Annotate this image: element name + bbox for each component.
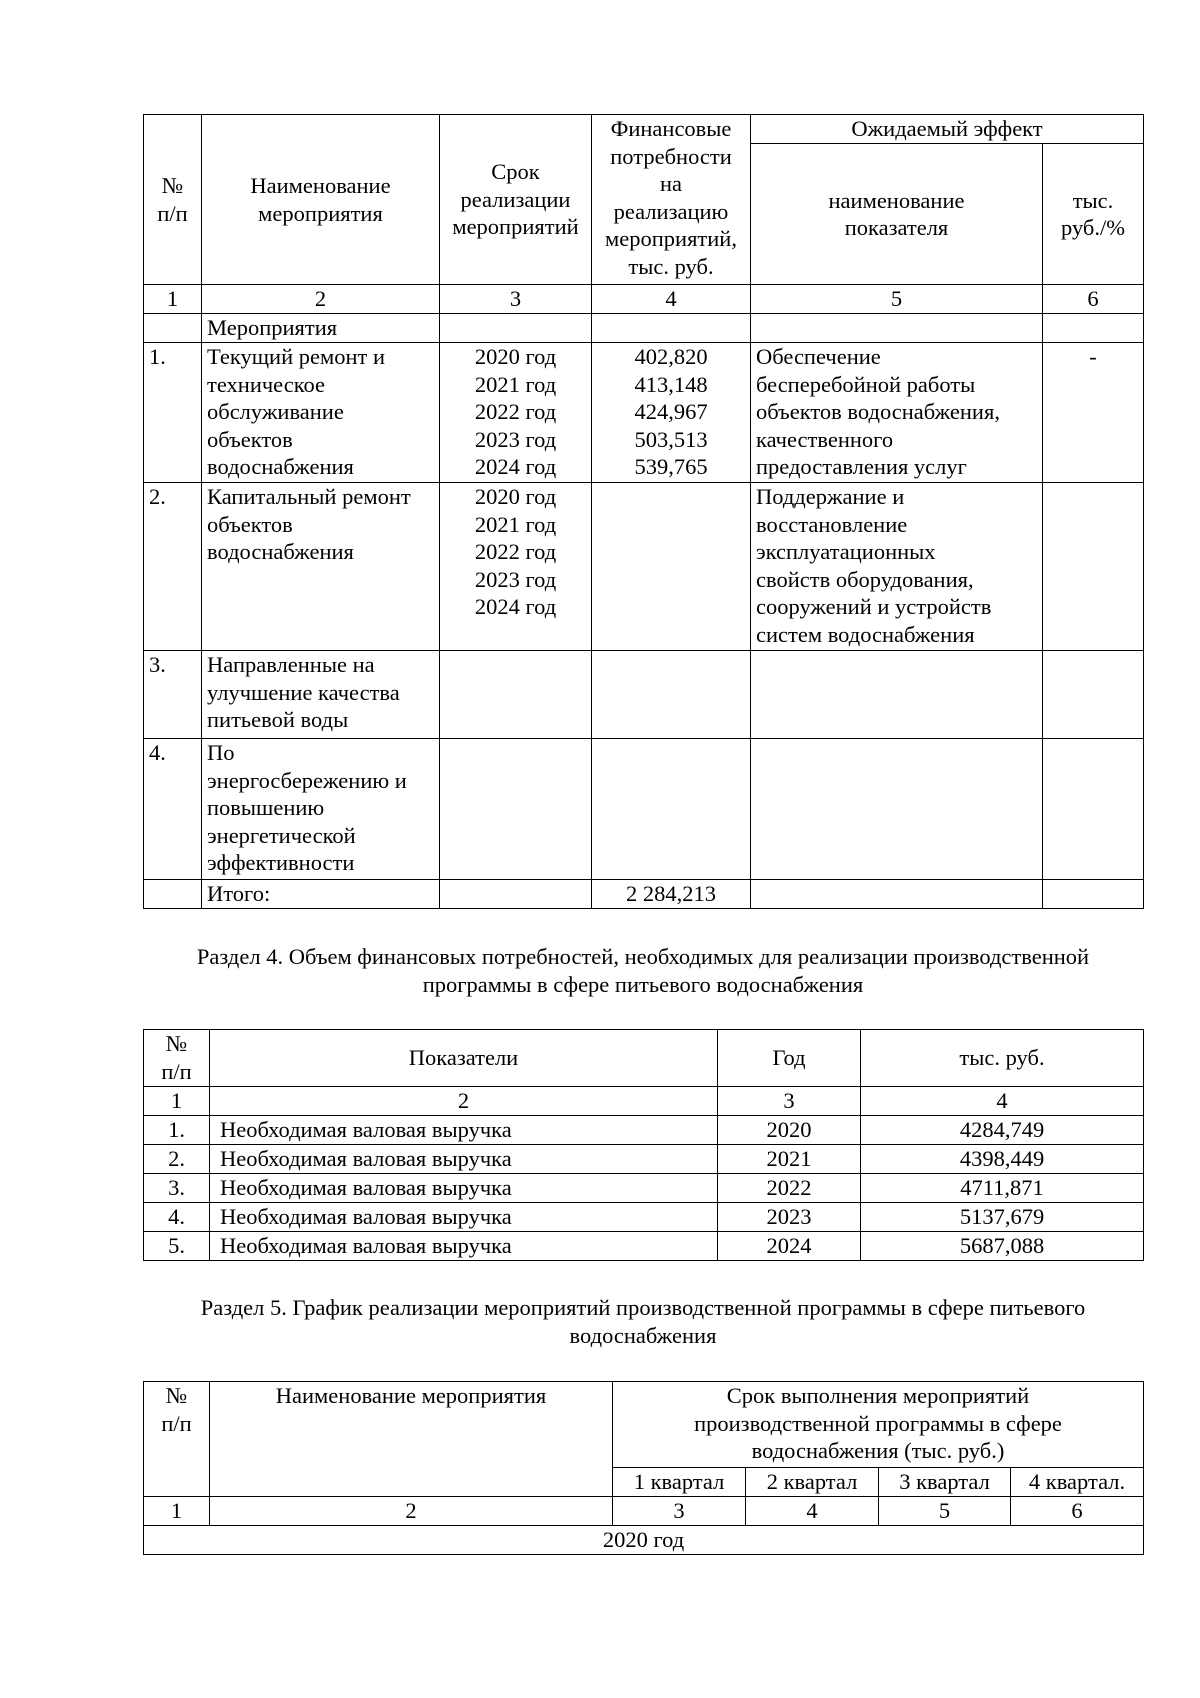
header-expected-effect: Ожидаемый эффект	[751, 115, 1144, 144]
table-row	[144, 1232, 1144, 1261]
activity-years: 2020 год 2021 год 2022 год 2023 год 2024 год	[440, 483, 592, 651]
col-number: 5	[751, 285, 1043, 314]
col-number: 6	[1043, 285, 1144, 314]
activity-name: Капитальный ремонт объектов водоснабжения	[202, 483, 440, 651]
row-amount: 5687,088	[861, 1232, 1144, 1261]
activity-effect	[751, 739, 1043, 880]
col-number: 1	[144, 1497, 210, 1526]
row-year: 2020	[718, 1116, 861, 1145]
row-num: 1.	[144, 1116, 210, 1145]
row-year: 2023	[718, 1203, 861, 1232]
col-number: 4	[592, 285, 751, 314]
header-num: № п/п	[144, 115, 202, 285]
header-quarter-3: 3 квартал	[879, 1468, 1011, 1497]
col-number: 2	[202, 285, 440, 314]
row-num: 4.	[144, 1203, 210, 1232]
header-indicators: Показатели	[210, 1030, 718, 1087]
section-label: Мероприятия	[202, 314, 440, 343]
col-number: 1	[144, 1087, 210, 1116]
header-finance: Финансовые потребности на реализацию мероприятий, тыс. руб.	[592, 115, 751, 285]
row-num: 5.	[144, 1232, 210, 1261]
col-number: 4	[861, 1087, 1144, 1116]
row-year: 2021	[718, 1145, 861, 1174]
table-row	[144, 1116, 1144, 1145]
activity-name: По энергосбережению и повышению энергетической эффективности	[202, 739, 440, 880]
row-num: 4.	[144, 739, 202, 880]
row-amount: 4711,871	[861, 1174, 1144, 1203]
table-row	[144, 1145, 1144, 1174]
indicator-name: Необходимая валовая выручка	[210, 1174, 718, 1203]
row-num: 3.	[144, 1174, 210, 1203]
indicator-name: Необходимая валовая выручка	[210, 1145, 718, 1174]
activity-name: Текущий ремонт и техническое обслуживание объектов водоснабжения	[202, 343, 440, 483]
indicator-name: Необходимая валовая выручка	[210, 1232, 718, 1261]
col-number: 1	[144, 285, 202, 314]
header-schedule: Срок выполнения мероприятий производственной программы в сфере водоснабжения (тыс. руб.)	[613, 1382, 1144, 1468]
header-indicator-name: наименование показателя	[751, 144, 1043, 285]
header-quarter-2: 2 квартал	[746, 1468, 879, 1497]
row-num: 1.	[144, 343, 202, 483]
empty-cell	[751, 314, 1043, 343]
activity-amounts: 402,820 413,148 424,967 503,513 539,765	[592, 343, 751, 483]
row-year: 2022	[718, 1174, 861, 1203]
activity-years	[440, 651, 592, 739]
revenue-table	[143, 1029, 1144, 1261]
total-value: 2 284,213	[592, 880, 751, 909]
table-row	[144, 483, 1144, 651]
table-row	[144, 651, 1144, 739]
activity-years	[440, 739, 592, 880]
empty-cell	[440, 314, 592, 343]
col-number: 4	[746, 1497, 879, 1526]
table-row	[144, 1203, 1144, 1232]
activity-name: Направленные на улучшение качества питьевой воды	[202, 651, 440, 739]
empty-cell	[1043, 314, 1144, 343]
schedule-table	[143, 1381, 1144, 1555]
col-number: 2	[210, 1087, 718, 1116]
activity-unit	[1043, 483, 1144, 651]
activity-amounts	[592, 483, 751, 651]
indicator-name: Необходимая валовая выручка	[210, 1116, 718, 1145]
col-number: 5	[879, 1497, 1011, 1526]
row-amount: 4398,449	[861, 1145, 1144, 1174]
activities-table	[143, 114, 1144, 909]
header-term: Срок реализации мероприятий	[440, 115, 592, 285]
activity-unit	[1043, 651, 1144, 739]
col-number: 3	[440, 285, 592, 314]
activity-years: 2020 год 2021 год 2022 год 2023 год 2024 год	[440, 343, 592, 483]
empty-cell	[1043, 880, 1144, 909]
empty-cell	[751, 880, 1043, 909]
row-num: 2.	[144, 1145, 210, 1174]
activity-unit	[1043, 739, 1144, 880]
empty-cell	[440, 880, 592, 909]
table-row	[144, 343, 1144, 483]
activity-unit: -	[1043, 343, 1144, 483]
row-num: 2.	[144, 483, 202, 651]
year-label: 2020 год	[144, 1526, 1144, 1555]
total-row	[144, 880, 1144, 909]
row-amount: 5137,679	[861, 1203, 1144, 1232]
total-label: Итого:	[202, 880, 440, 909]
indicator-name: Необходимая валовая выручка	[210, 1203, 718, 1232]
table-row	[144, 739, 1144, 880]
table-row	[144, 1174, 1144, 1203]
activity-effect: Обеспечение бесперебойной работы объектов водоснабжения, качественного предоставления услуг	[751, 343, 1043, 483]
activity-amounts	[592, 739, 751, 880]
activity-amounts	[592, 651, 751, 739]
row-amount: 4284,749	[861, 1116, 1144, 1145]
header-unit: тыс. руб./%	[1043, 144, 1144, 285]
col-number: 3	[718, 1087, 861, 1116]
header-year: Год	[718, 1030, 861, 1087]
header-num: № п/п	[144, 1030, 210, 1087]
section5-title: Раздел 5. График реализации мероприятий производственной программы в сфере питьевого водоснабжения	[200, 1295, 1086, 1348]
empty-cell	[592, 314, 751, 343]
col-number: 6	[1011, 1497, 1144, 1526]
header-amount: тыс. руб.	[861, 1030, 1144, 1087]
activity-effect	[751, 651, 1043, 739]
empty-cell	[144, 880, 202, 909]
col-number: 3	[613, 1497, 746, 1526]
header-activity-name: Наименование мероприятия	[210, 1382, 613, 1497]
section4-title: Раздел 4. Объем финансовых потребностей, необходимых для реализации производственной программы в сфере питьевого водоснабжения	[196, 944, 1090, 997]
header-quarter-1: 1 квартал	[613, 1468, 746, 1497]
header-num: № п/п	[144, 1382, 210, 1497]
activity-effect: Поддержание и восстановление эксплуатационных свойств оборудования, сооружений и устройств систем водоснабжения	[751, 483, 1043, 651]
row-year: 2024	[718, 1232, 861, 1261]
header-activity-name: Наименование мероприятия	[202, 115, 440, 285]
header-quarter-4: 4 квартал.	[1011, 1468, 1144, 1497]
empty-cell	[144, 314, 202, 343]
col-number: 2	[210, 1497, 613, 1526]
row-num: 3.	[144, 651, 202, 739]
